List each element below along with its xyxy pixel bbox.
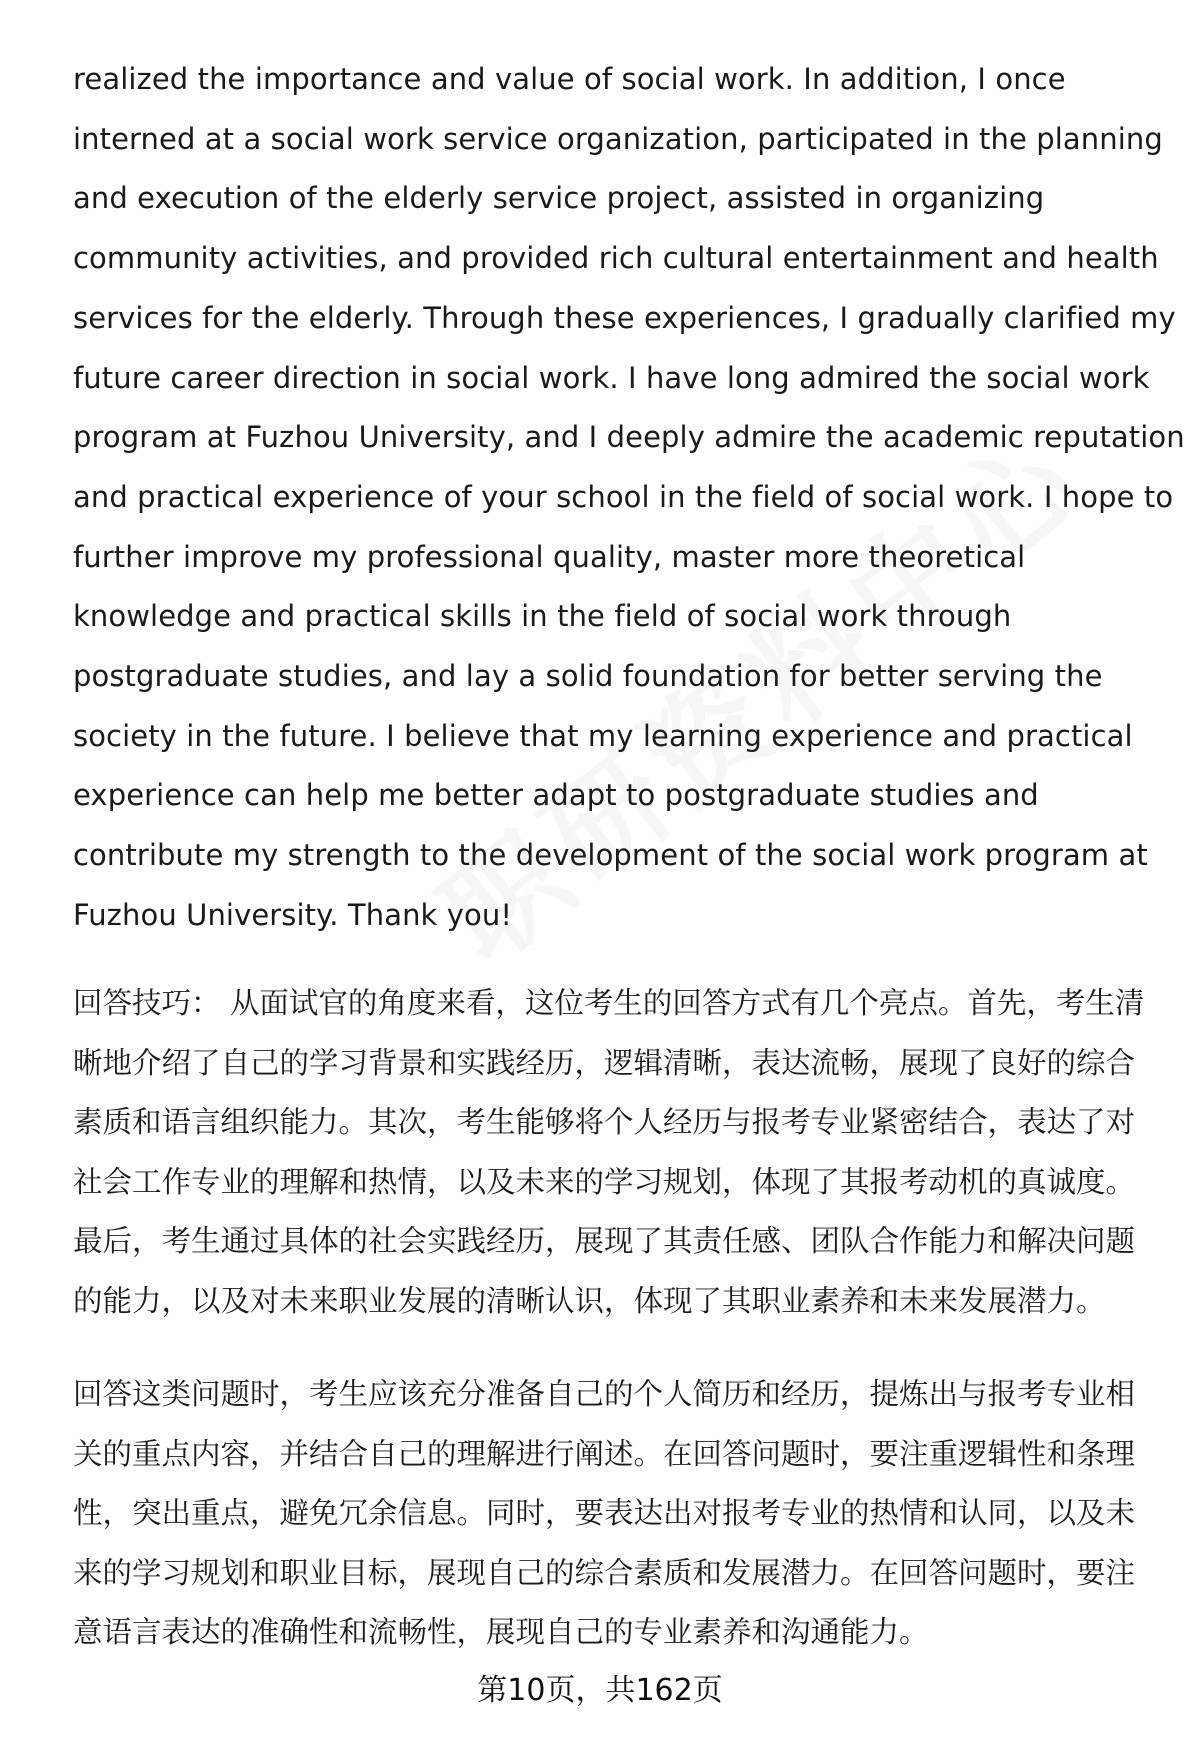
paragraph-line: society in the future. I believe that my learning experience and practical: [73, 718, 1133, 753]
answer-advice-paragraph: [73, 1365, 1158, 1663]
paragraph-line: 素质和语言组织能力。其次，考生能够将个人经历与报考专业紧密结合，表达了对: [73, 1105, 1136, 1139]
paragraph-line: and practical experience of your school in the field of social work. I hope to: [73, 479, 1174, 514]
paragraph-line: 来的学习规划和职业目标，展现自己的综合素质和发展潜力。在回答问题时，要注: [73, 1555, 1136, 1590]
paragraph-line: contribute my strength to the development of the social work program at: [73, 838, 1148, 873]
paragraph-line: program at Fuzhou University, and I deeply admire the academic reputation: [73, 420, 1185, 455]
paragraph-line: 最后，考生通过具体的社会实践经历，展现了其责任感、团队合作能力和解决问题: [73, 1224, 1136, 1258]
paragraph-line: 关的重点内容，并结合自己的理解进行阐述。在回答问题时，要注重逻辑性和条理: [73, 1436, 1136, 1471]
paragraph-line: 晰地介绍了自己的学习背景和实践经历，逻辑清晰，表达流畅，展现了良好的综合: [73, 1045, 1136, 1080]
answer-tips-paragraph: [73, 974, 1158, 1331]
paragraph-line: Fuzhou University. Thank you!: [73, 897, 513, 932]
paragraph-line: 性，突出重点，避免冗余信息。同时，要表达出对报考专业的热情和认同，以及未: [73, 1496, 1136, 1530]
paragraph-line: knowledge and practical skills in the field of social work through: [73, 599, 1012, 634]
paragraph-line: 意语言表达的准确性和流畅性，展现自己的专业素养和沟通能力。: [73, 1615, 929, 1649]
paragraph-line: postgraduate studies, and lay a solid foundation for better serving the: [73, 659, 1103, 694]
paragraph-line: interned at a social work service organization, participated in the planning: [73, 121, 1163, 156]
paragraph-line: 回答技巧： 从面试官的角度来看，这位考生的回答方式有几个亮点。首先，考生清: [73, 986, 1145, 1020]
english-paragraph: [73, 50, 1185, 946]
page-number: 第10页，共162页: [477, 1673, 723, 1708]
paragraph-line: 回答这类问题时，考生应该充分准备自己的个人简历和经历，提炼出与报考专业相: [73, 1377, 1136, 1411]
paragraph-line: further improve my professional quality, master more theoretical: [73, 539, 1026, 574]
paragraph-line: experience can help me better adapt to postgraduate studies and: [73, 778, 1039, 813]
paragraph-line: future career direction in social work. I have long admired the social work: [73, 360, 1150, 395]
paragraph-line: 社会工作专业的理解和热情，以及未来的学习规划，体现了其报考动机的真诚度。: [73, 1164, 1136, 1199]
paragraph-line: realized the importance and value of social work. In addition, I once: [73, 62, 1066, 96]
paragraph-line: services for the elderly. Through these experiences, I gradually clarified my: [73, 300, 1176, 335]
paragraph-line: and execution of the elderly service project, assisted in organizing: [73, 181, 1045, 216]
paragraph-line: community activities, and provided rich cultural entertainment and health: [73, 241, 1159, 276]
paragraph-line: 的能力，以及对未来职业发展的清晰认识，体现了其职业素养和未来发展潜力。: [73, 1283, 1106, 1318]
